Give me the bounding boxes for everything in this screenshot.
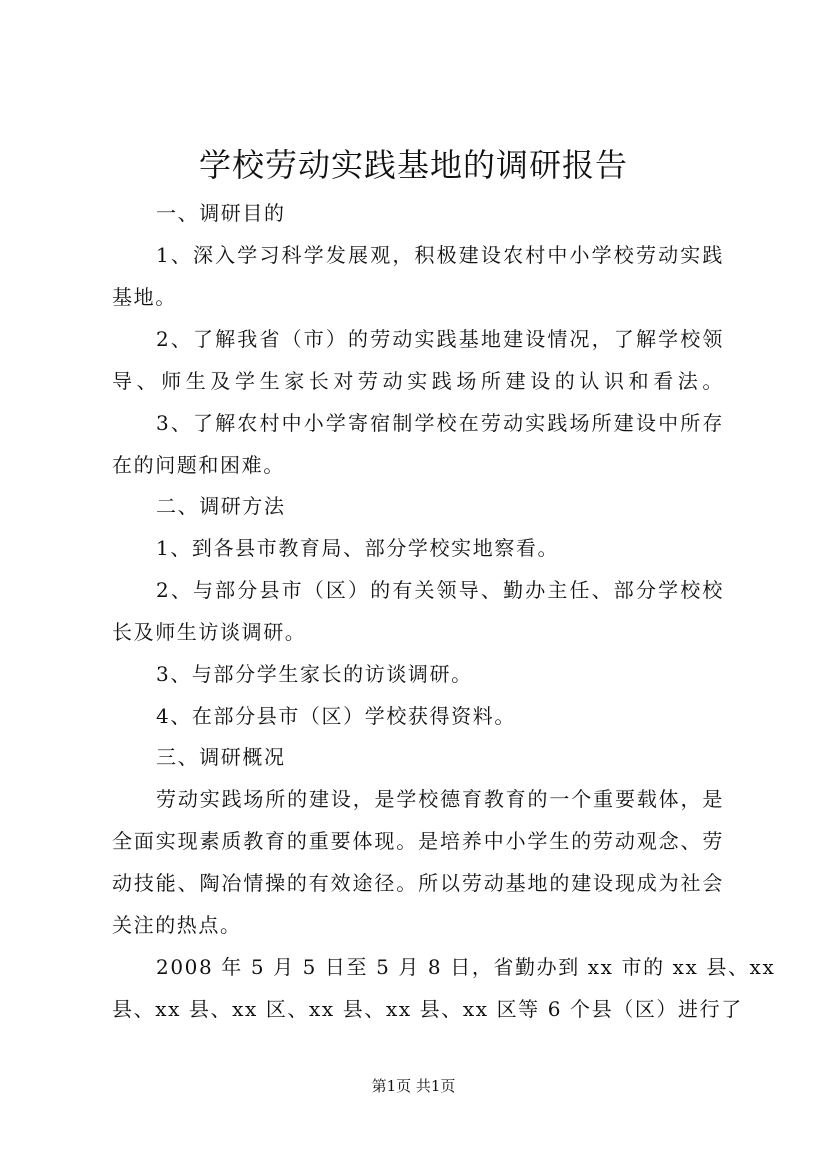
paragraph-line: 2008 年 5 月 5 日至 5 月 8 日，省勤办到 xx 市的 xx 县、xx [156, 955, 776, 979]
paragraph-line: 全面实现素质教育的重要体现。是培养中小学生的劳动观念、劳 [112, 829, 724, 853]
paragraph-line: 在的问题和困难。 [112, 453, 285, 477]
paragraph-line: 2、与部分县市（区）的有关领导、勤办主任、部分学校校 [156, 578, 724, 602]
page-footer: 第1页 共1页 [371, 1077, 456, 1095]
paragraph-line: 长及师生访谈调研。 [112, 620, 307, 644]
paragraph-line: 动技能、陶冶情操的有效途径。所以劳动基地的建设现成为社会 [112, 871, 724, 895]
paragraph-line: 3、与部分学生家长的访谈调研。 [156, 662, 473, 686]
paragraph-line: 劳动实践场所的建设，是学校德育教育的一个重要载体，是 [156, 787, 724, 811]
paragraph-line: 基地。 [112, 285, 177, 309]
document-title: 学校劳动实践基地的调研报告 [198, 146, 628, 184]
section-heading-purpose: 一、调研目的 [156, 201, 286, 225]
paragraph-line: 1、到各县市教育局、部分学校实地察看。 [156, 536, 560, 560]
paragraph-line: 1、深入学习科学发展观，积极建设农村中小学校劳动实践 [156, 243, 724, 267]
paragraph-line: 关注的热点。 [112, 913, 242, 937]
paragraph-line: 县、xx 县、xx 区、xx 县、xx 县、xx 区等 6 个县（区）进行了 [112, 997, 743, 1021]
paragraph-line: 3、了解农村中小学寄宿制学校在劳动实践场所建设中所存 [156, 411, 724, 435]
section-heading-methods: 二、调研方法 [156, 494, 286, 518]
paragraph-line: 2、了解我省（市）的劳动实践基地建设情况，了解学校领 [156, 327, 724, 351]
paragraph-line: 4、在部分县市（区）学校获得资料。 [156, 704, 516, 728]
section-heading-overview: 三、调研概况 [156, 745, 286, 769]
paragraph-line: 导、师生及学生家长对劳动实践场所建设的认识和看法。 [112, 369, 724, 393]
